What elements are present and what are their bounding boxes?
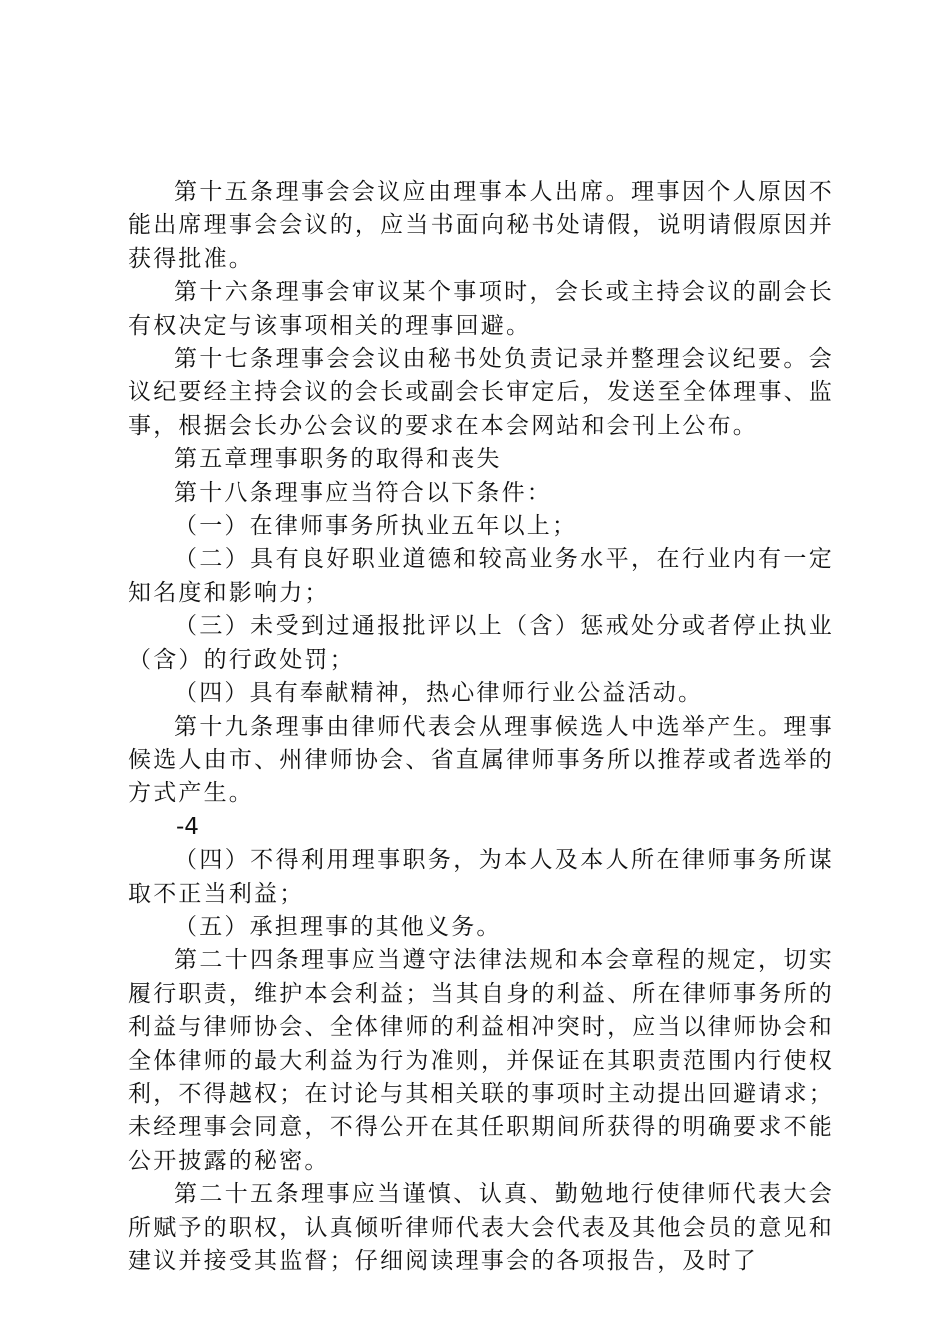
- article-19-paragraph: 第十九条理事由律师代表会从理事候选人中选举产生。理事候选人由市、州律师协会、省直属律师事务所以推荐或者选举的方式产生。: [128, 713, 834, 807]
- condition-item-4: （四）具有奉献精神，热心律师行业公益活动。: [174, 680, 704, 707]
- obligation-item-5: （五）承担理事的其他义务。: [174, 913, 502, 940]
- page-number: -4: [176, 813, 199, 840]
- article-17-paragraph: 第十七条理事会会议由秘书处负责记录并整理会议纪要。会议纪要经主持会议的会长或副会长审定后，发送至全体理事、监事，根据会长办公会议的要求在本会网站和会刊上公布。: [128, 346, 834, 439]
- article-18-paragraph: 第十八条理事应当符合以下条件：: [174, 479, 552, 506]
- article-24-paragraph: 第二十四条理事应当遵守法律法规和本会章程的规定，切实履行职责，维护本会利益；当其自身的利益、所在律师事务所的利益与律师协会、全体律师的利益相冲突时，应当以律师协会和全体律师的最大利益为行为准则，并保证在其职责范围内行使权利，不得越权；在讨论与其相关联的事项时主动提出回避请求；未经理事会同意，不得公开在其任职期间所获得的明确要求不能公开披露的秘密。: [128, 947, 834, 1174]
- document-body: [128, 176, 834, 1278]
- chapter-5-heading: 第五章理事职务的取得和丧失: [174, 446, 502, 473]
- condition-item-3: （三）未受到过通报批评以上（含）惩戒处分或者停止执业（含）的行政处罚；: [128, 613, 834, 673]
- article-25-paragraph: 第二十五条理事应当谨慎、认真、勤勉地行使律师代表大会所赋予的职权，认真倾听律师代表大会代表及其他会员的意见和建议并接受其监督；仔细阅读理事会的各项报告，及时了: [128, 1181, 834, 1274]
- article-15-paragraph: 第十五条理事会会议应由理事本人出席。理事因个人原因不能出席理事会会议的，应当书面向秘书处请假，说明请假原因并获得批准。: [128, 179, 834, 272]
- condition-item-2: （二）具有良好职业道德和较高业务水平，在行业内有一定知名度和影响力；: [128, 546, 834, 606]
- condition-item-1: （一）在律师事务所执业五年以上；: [174, 513, 578, 540]
- obligation-item-4: （四）不得利用理事职务，为本人及本人所在律师事务所谋取不正当利益；: [128, 847, 834, 907]
- article-16-paragraph: 第十六条理事会审议某个事项时，会长或主持会议的副会长有权决定与该事项相关的理事回避。: [128, 279, 834, 339]
